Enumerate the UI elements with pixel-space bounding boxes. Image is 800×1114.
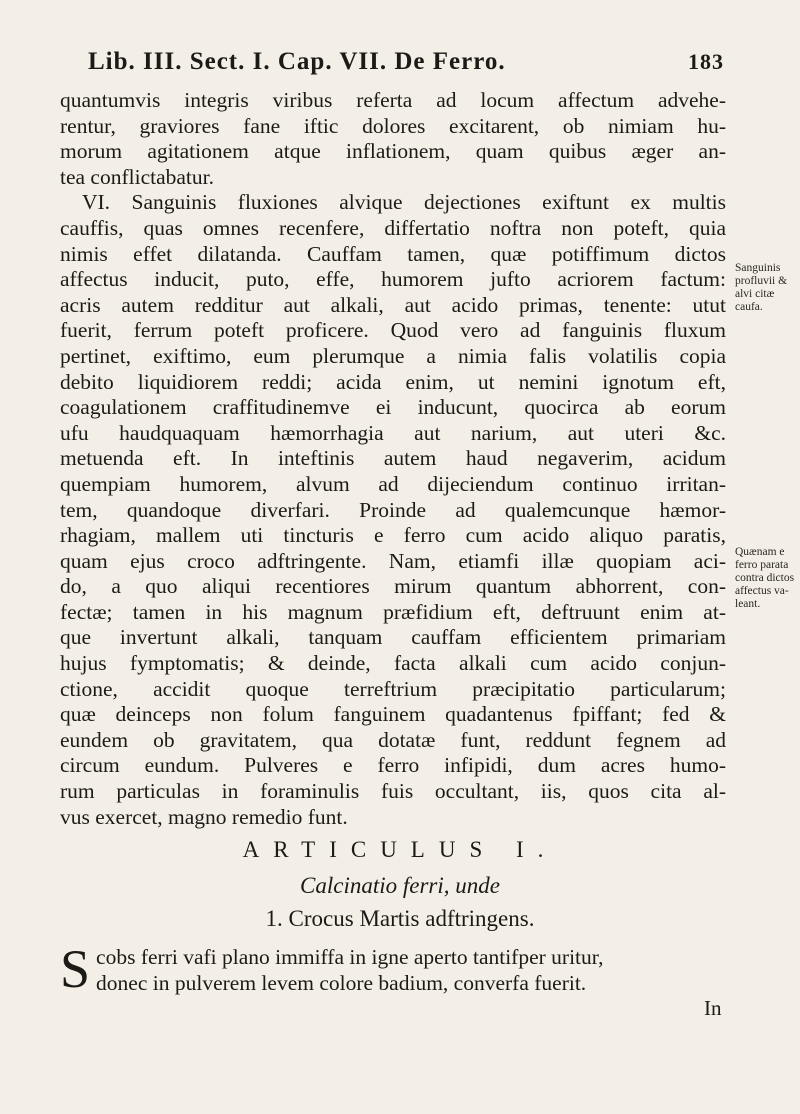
- text-line: debito liquidiorem reddi; acida enim, ut nemini ignotum eft,: [60, 369, 726, 394]
- text-line: donec in pulverem levem colore badium, converfa fuerit.: [96, 971, 587, 995]
- text-line: pertinet, exiftimo, eum plerumque a nimia falis volatilis copia: [60, 343, 726, 368]
- text-line: tea conflictabatur.: [60, 164, 215, 189]
- text-line: circum eundum. Pulveres e ferro infipidi, dum acres humo-: [60, 753, 726, 778]
- text-line: VI. Sanguinis fluxiones alvique dejectiones exiftunt ex multis: [82, 190, 726, 215]
- text-line: vus exercet, magno remedio funt.: [60, 804, 348, 829]
- text-line: rentur, graviores fane iftic dolores excitarent, ob nimiam hu-: [60, 113, 726, 138]
- margin-note-line: Sanguinis: [735, 262, 781, 274]
- page-number: 183: [688, 49, 724, 74]
- text-line: metuenda eft. In inteftinis autem haud negaverim, acidum: [60, 446, 726, 471]
- text-line: coagulationem craffitudinemve ei inducunt, quocirca ab eorum: [60, 395, 726, 420]
- margin-note-line: leant.: [735, 598, 761, 610]
- text-line: morum agitationem atque inflationem, quam quibus æger an-: [60, 139, 726, 164]
- text-line: quempiam humorem, alvum ad dijeciendum continuo irritan-: [60, 471, 726, 496]
- margin-note-line: Quænam e: [735, 546, 785, 558]
- text-line: hujus fymptomatis; & deinde, facta alkali cum acido conjun-: [60, 651, 726, 676]
- text-line: affectus inducit, puto, effe, humorem jufto acriorem factum:: [60, 267, 726, 292]
- margin-note-quaenam: [735, 546, 797, 611]
- text-line: quæ deinceps non folum fanguinem quadantenus fpiffant; fed &: [60, 702, 726, 727]
- margin-note-sanguinis: [735, 262, 797, 314]
- running-title: Lib. III. Sect. I. Cap. VII. De Ferro.: [88, 48, 506, 75]
- text-line: ufu haudquaquam hæmorrhagia aut narium, aut uteri &c.: [60, 420, 726, 445]
- text-line: nimis effet dilatanda. Cauffam tamen, quæ potiffimum dictos: [60, 241, 726, 266]
- text-line: fectæ; tamen in his magnum præfidium eft, deftruunt enim at-: [60, 599, 726, 624]
- text-line: tem, quandoque diverfari. Proinde ad qualemcunque hæmor-: [60, 497, 726, 522]
- drop-cap: S: [60, 939, 91, 999]
- text-line: eundem ob gravitatem, qua dotatæ funt, reddunt fegnem ad: [60, 727, 726, 752]
- final-paragraph: [60, 939, 726, 999]
- text-line: quantumvis integris viribus referta ad locum affectum advehe-: [60, 88, 726, 112]
- margin-note-line: ferro parata: [735, 559, 789, 571]
- text-line: acris autem redditur aut alkali, aut acido primas, tenente: utut: [60, 292, 726, 317]
- text-line: que invertunt alkali, tanquam cauffam efficientem primariam: [60, 625, 726, 650]
- article-subtitle: Calcinatio ferri, unde: [300, 873, 500, 898]
- margin-note-line: profluvii &: [735, 275, 788, 287]
- margin-note-line: contra dictos: [735, 572, 795, 584]
- text-line: quam ejus croco adftringente. Nam, etiamfi illæ quopiam aci-: [60, 548, 726, 573]
- text-line: cobs ferri vafi plano immiffa in igne aperto tantifper uritur,: [96, 945, 604, 969]
- text-line: rum particulas in foraminulis fuis occultant, iis, quos cita al-: [60, 779, 726, 804]
- catchword: In: [704, 996, 722, 1020]
- article-item: 1. Crocus Martis adftringens.: [265, 906, 535, 931]
- margin-note-line: alvi citæ: [735, 288, 775, 300]
- main-paragraphs: [60, 88, 726, 830]
- text-line: ctione, accidit quoque terreftrium præcipitatio particularum;: [60, 676, 726, 701]
- text-line: do, a quo aliqui recentiores mirum quantum abhorrent, con-: [60, 574, 726, 599]
- text-line: cauffis, quas omnes recenfere, differtatio noftra non poteft, quia: [60, 215, 726, 240]
- text-line: fuerit, ferrum poteft proficere. Quod vero ad fanguinis fluxum: [60, 318, 726, 343]
- margin-note-line: caufa.: [735, 301, 763, 313]
- article-heading: ARTICULUS I.: [242, 837, 558, 862]
- text-line: rhagiam, mallem uti tincturis e ferro cum acido aliquo paratis,: [60, 523, 726, 548]
- running-header: [88, 48, 724, 76]
- margin-note-line: affectus va-: [735, 585, 789, 597]
